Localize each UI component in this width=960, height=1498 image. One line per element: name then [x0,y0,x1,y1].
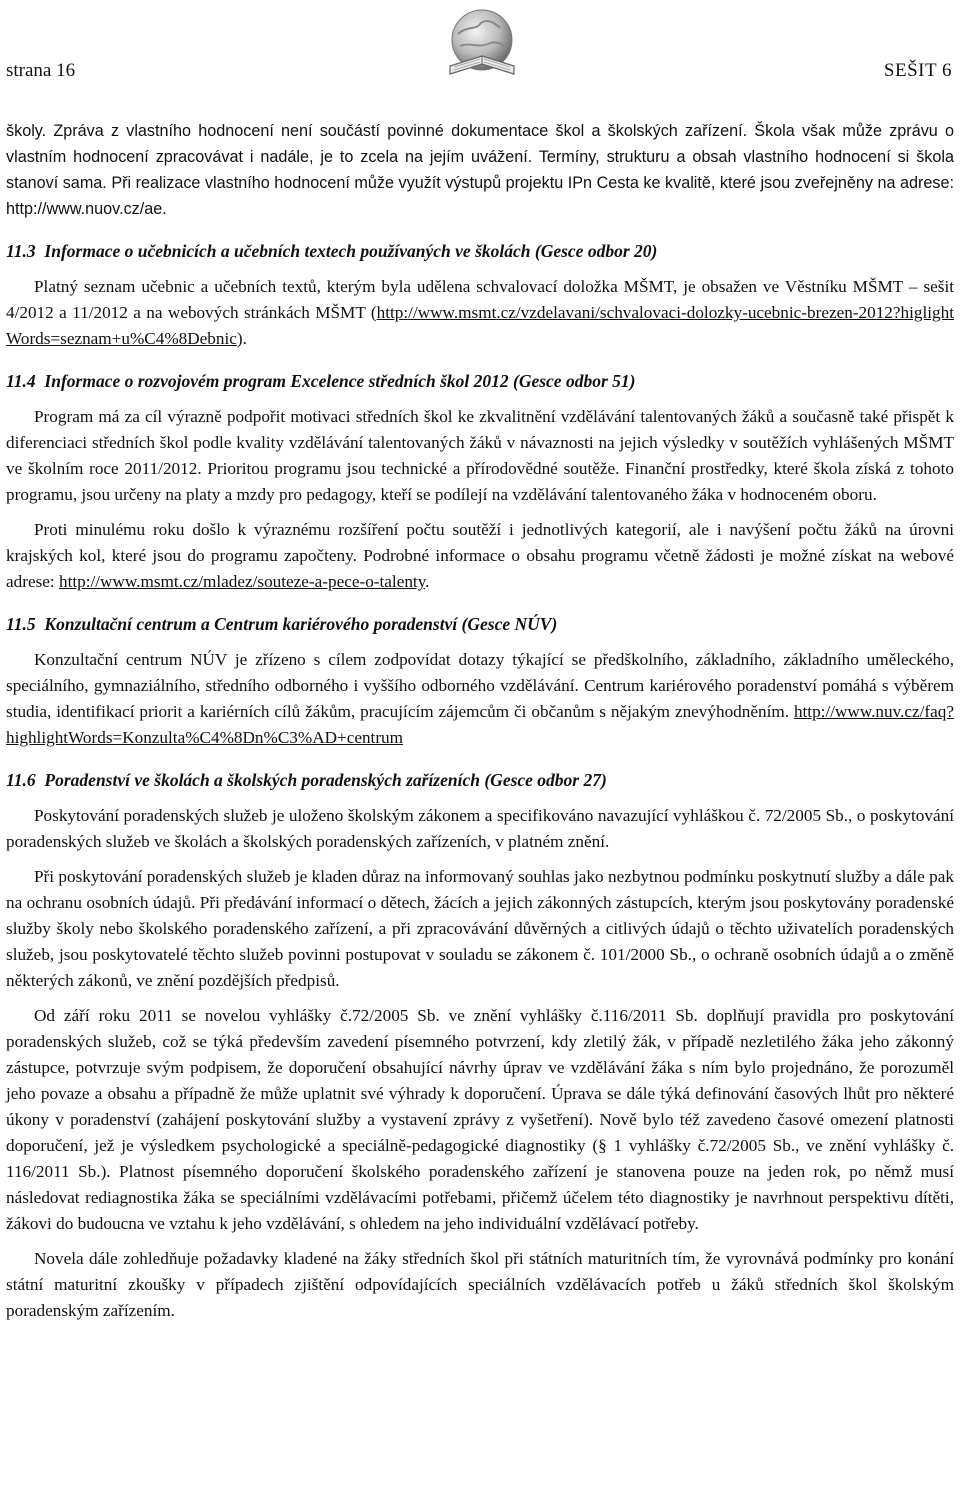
paragraph-11-6-2: Při poskytování poradenských služeb je kladen důraz na informovaný souhlas jako nezbytnou podmínku poskytnutí služby a dále pak na ochranu osobních údajů. Při předávání informací o dětech, žácích a jejich zákonných zástupcích, kterým jsou poskytovány poradenské služby školy nebo školského poradenského zařízení, a při zpracovávání důvěrných a citlivých údajů o těchto uživatelích poradenských služeb, jsou poskytovatelé těchto služeb povinni postupovat v souladu se zákonem č. 101/2000 Sb., o ochraně osobních údajů a o změně některých zákonů, ve znění pozdějších předpisů. [6,867,954,990]
page-header [6,60,952,84]
section-number: 11.3 [6,241,36,261]
section-heading-11-3 [6,238,954,264]
paragraph-11-6-4: Novela dále zohledňuje požadavky kladené na žáky středních škol při státních maturitních tím, že vyrovnává podmínky pro konání státní maturitní zkoušky v případech zjištění odpovídajících speciálních vzdělávacích potřeb u žáků středních škol školským poradenským zařízením. [6,1249,954,1320]
page-number: strana 16 [6,60,76,81]
section-title: Informace o rozvojovém program Excelence středních škol 2012 (Gesce odbor 51) [44,371,636,391]
section-number: 11.5 [6,614,36,634]
section-heading-11-6 [6,767,954,793]
paragraph-text: Proti minulému roku došlo k výraznému rozšíření počtu soutěží i jednotlivých kategorií, ale i navýšení počtu žáků na úrovni krajských kol, které jsou do programu započteny. Podrobné informace o obsahu programu včetně žádosti je možné získat na webové adrese: [6,520,954,591]
section-title: Konzultační centrum a Centrum kariérového poradenství (Gesce NÚV) [44,614,558,634]
intro-paragraph [6,118,954,222]
section-number: 11.6 [6,770,36,790]
section-title: Poradenství ve školách a školských poradenských zařízeních (Gesce odbor 27) [44,770,607,790]
paragraph-11-6-3: Od září roku 2011 se novelou vyhlášky č.72/2005 Sb. ve znění vyhlášky č.116/2011 Sb. doplňují pravidla pro poskytování poradenských služeb, což se týká především zavedení písemného potvrzení, kdy zletilý žák, v případě nezletilého žáka jeho zákonný zástupce, potvrzuje svým podpisem, že doporučení obsahující návrhy úprav ve vzdělávání žáka s ním bylo projednáno, že porozuměl jeho povaze a obsahu a případně že může uplatnit své výhrady k doporučení. Úprava se dále týká definování časových lhůt pro některé úkony v poradenství (zahájení poskytování služby a vystavení zprávy z vyšetření). Nově bylo též zavedeno časové omezení platnosti doporučení, jež je výsledkem psychologické a speciálně-pedagogické diagnostiky (§ 1 vyhlášky č.72/2005 Sb., ve znění vyhlášky č. 116/2011 Sb.). Platnost písemného doporučení školského poradenského zařízení je stanovena pouze na jeden rok, po němž musí následovat rediagnostika žáka se speciálními vzdělávacími potřebami, přičemž účelem této diagnostiky je navrhnout perspektivu dítěti, žákovi do budoucna ve vztahu k jeho vzdělávání, s ohledem na jeho individuální vzdělávací potřeby. [6,1006,954,1233]
paragraph-tail: ). [236,329,247,348]
intro-text-2: Termíny, strukturu a obsah vlastního hodnocení si škola stanoví sama. Při realizace vlastního hodnocení může využít výstupů projektu IPn Cesta ke kvalitě, které jsou zveřejněny na adrese: http://www.nuov.cz/ae. [6,148,954,218]
paragraph-text: Konzultační centrum NÚV je zřízeno s cílem zodpovídat dotazy týkající se předškolního, základního, základního uměleckého, speciálního, gymnaziálního, středního odborného i vyššího odborného vzdělávání. Centrum kariérového poradenství pomáhá s výběrem studia, identifikací priorit a kariérních cílů žákům, pracujícím zájemcům či občanům s nějakým znevýhodněním. [6,650,954,721]
intro-text-1: školy. Zpráva z vlastního hodnocení není součástí povinné dokumentace škol a školských zařízení. Škola však může zprávu o vlastním hodnocení zpracovávat i nadále, je to zcela na jejím uvážení. [6,122,954,166]
section-number: 11.4 [6,371,36,391]
paragraph-11-3 [6,274,954,352]
paragraph-tail: . [425,572,430,591]
paragraph-11-4-2 [6,517,954,595]
paragraph-11-5 [6,647,954,751]
section-title: Informace o učebnicích a učebních textech používaných ve školách (Gesce odbor 20) [44,241,658,261]
document-body [6,118,954,1333]
paragraph-text: Platný seznam učebnic a učebních textů, kterým byla udělena schvalovací doložka MŠMT, je obsažen ve Věstníku MŠMT – sešit 4/2012 a 11/2012 a na webových stránkách MŠMT ( [6,277,954,322]
link-msmt-ucebnice[interactable]: http://www.msmt.cz/vzdelavani/schvalovaci-dolozky-ucebnic-brezen-2012?higlightWords=seznam+u%C4%8Debnic [6,303,954,348]
paragraph-11-4-1: Program má za cíl výrazně podpořit motivaci středních škol ke zkvalitnění vzdělávání talentovaných žáků a současně také přispět k diferenciaci středních škol podle kvality vzdělávání talentovaných žáků v návaznosti na jejich výsledky v soutěžích vyhlášených MŠMT ve školním roce 2011/2012. Prioritou programu jsou technické a přírodovědné soutěže. Finanční prostředky, které škola získá z tohoto programu, jsou určeny na platy a mzdy pro pedagogy, kteří se podílejí na vzdělávání talentovaného žáka v hodnoceném oboru. [6,407,954,504]
link-msmt-souteze[interactable]: http://www.msmt.cz/mladez/souteze-a-pece-o-talenty [58,572,426,591]
paragraph-11-6-1: Poskytování poradenských služeb je uloženo školským zákonem a specifikováno navazující vyhláškou č. 72/2005 Sb., o poskytování poradenských služeb ve školách a školských poradenských zařízeních, v platném znění. [6,806,954,851]
section-heading-11-4 [6,368,954,394]
issue-label: SEŠIT 6 [883,60,952,81]
link-nuv-faq[interactable]: http://www.nuv.cz/faq?highlightWords=Konzulta%C4%8Dn%C3%AD+centrum [6,702,954,747]
section-heading-11-5 [6,611,954,637]
